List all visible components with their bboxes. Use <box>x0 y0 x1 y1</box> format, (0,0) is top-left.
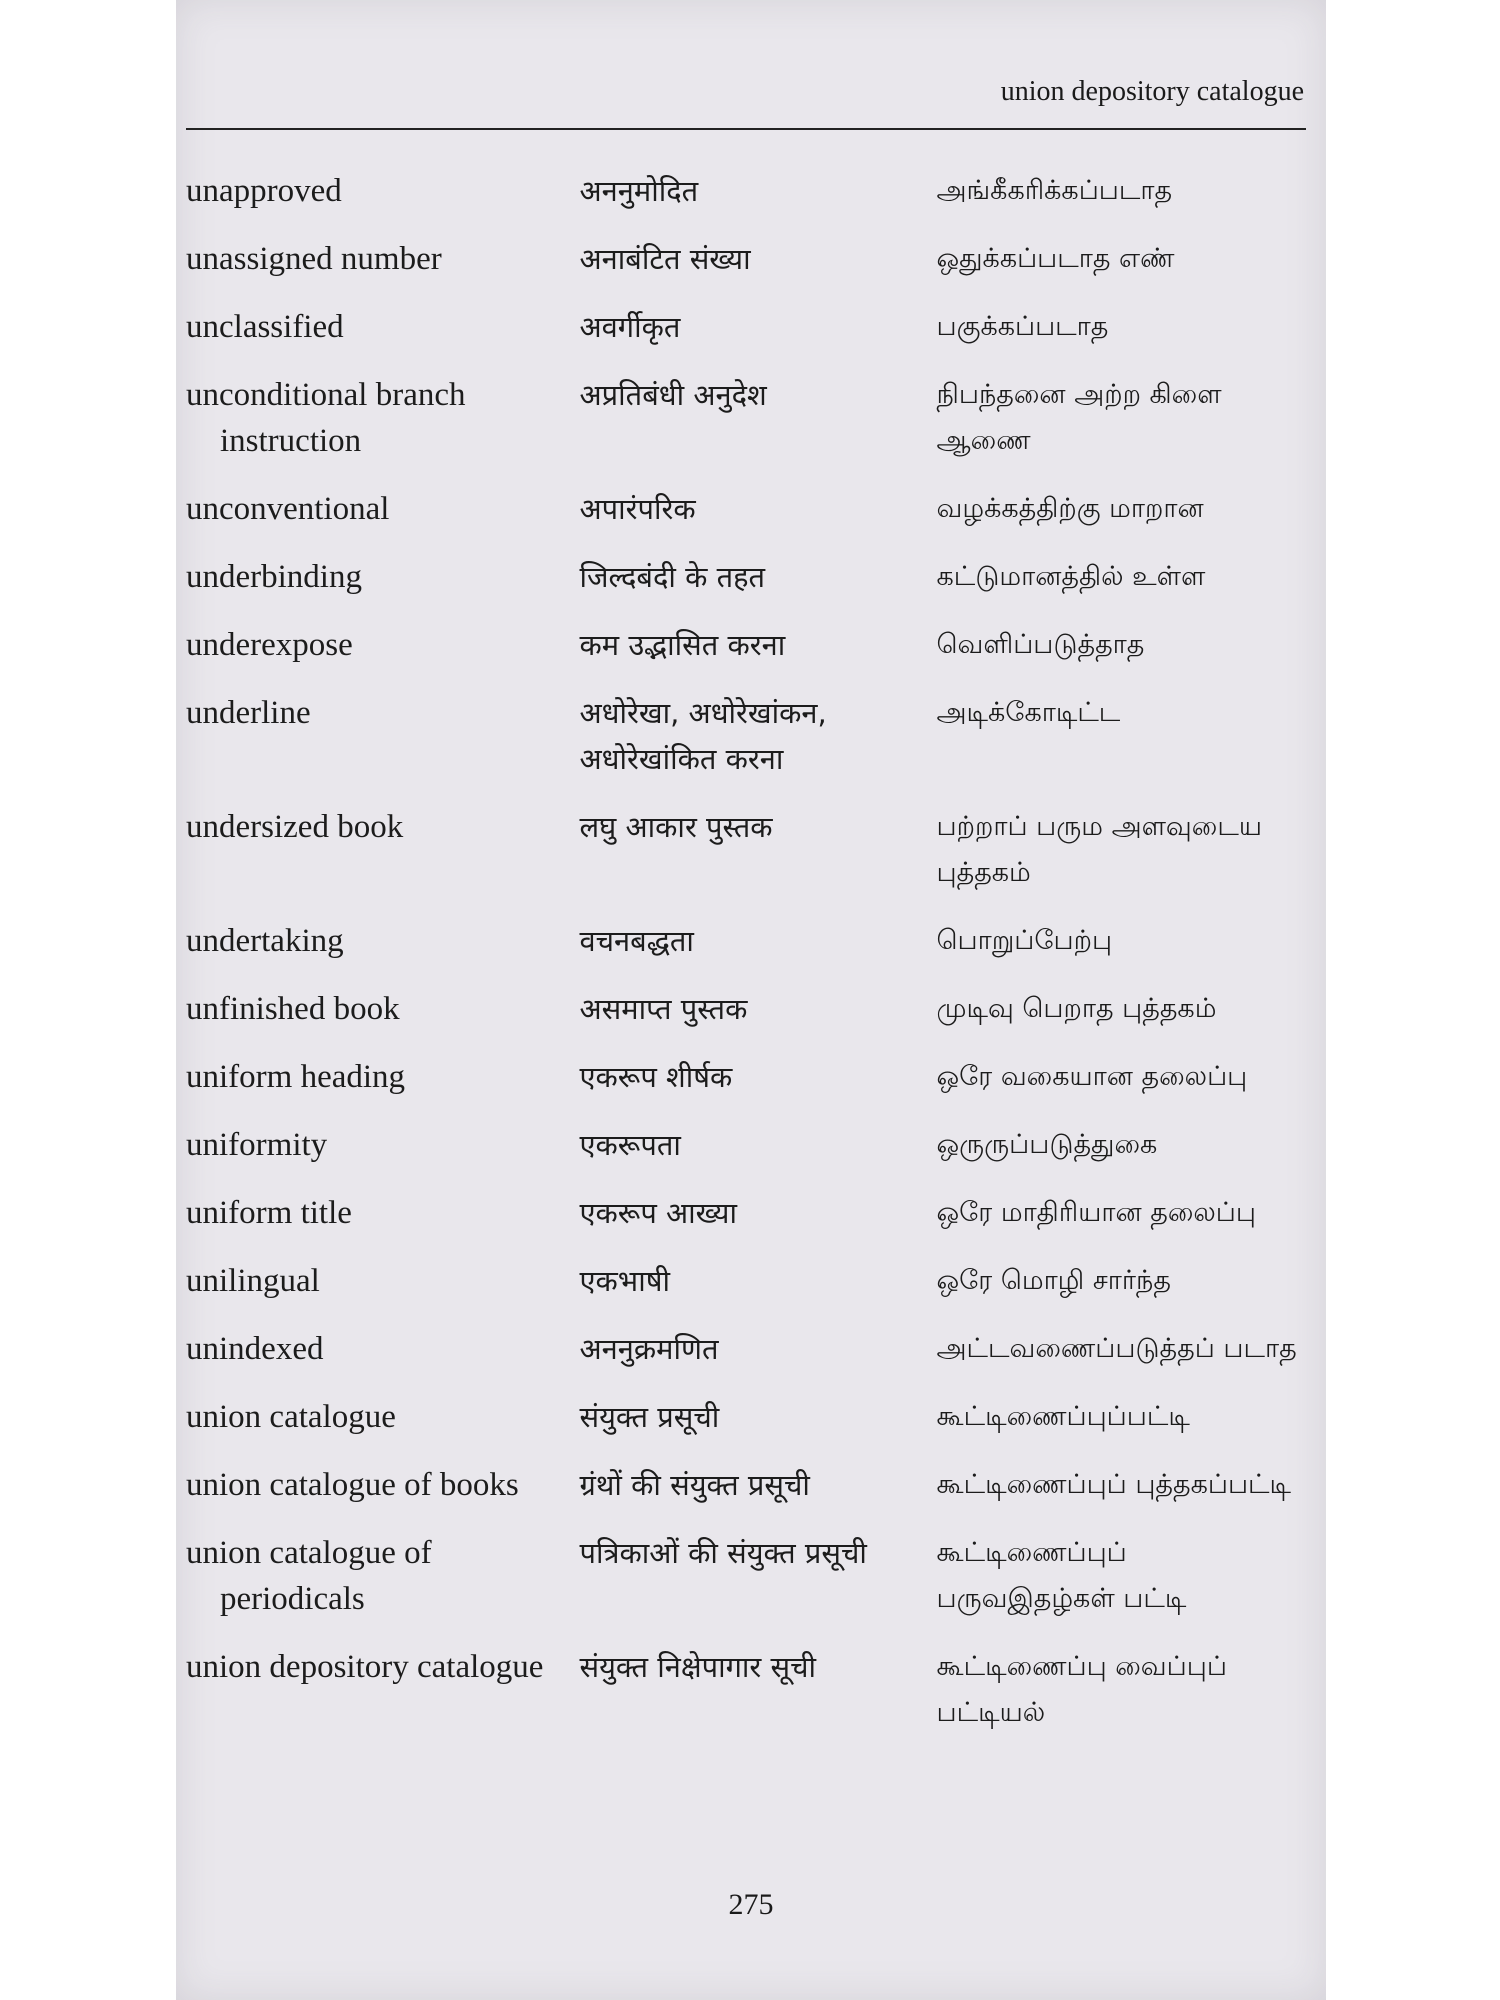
entry <box>186 1054 1311 1100</box>
hindi-term: अननुमोदित <box>579 174 699 208</box>
header-rule <box>186 128 1306 130</box>
tamil-term: ஒரே வகையான தலைப்பு <box>936 1061 1248 1092</box>
tamil-term: கட்டுமானத்தில் உள்ள <box>936 561 1206 592</box>
entry-list <box>186 168 1311 1758</box>
tamil-term: கூட்டிணைப்புப்பட்டி <box>936 1401 1190 1432</box>
hindi-term: संयुक्त प्रसूची <box>579 1400 720 1434</box>
english-term: unilingual <box>186 1263 320 1299</box>
entry <box>186 1644 1311 1736</box>
entry <box>186 1530 1311 1622</box>
hindi-term: जिल्दबंदी के तहत <box>579 560 766 594</box>
tamil-term: வழக்கத்திற்கு மாறான <box>936 493 1204 524</box>
hindi-term: एकरूप शीर्षक <box>579 1060 733 1094</box>
hindi-term: लघु आकार पुस्तक <box>579 810 773 844</box>
entry <box>186 486 1311 532</box>
tamil-term: ஒரே மாதிரியான தலைப்பு <box>936 1197 1256 1228</box>
english-term: union depository catalogue <box>186 1649 544 1685</box>
entry <box>186 1462 1311 1508</box>
tamil-term: நிபந்தனை அற்ற கிளை ஆணை <box>936 379 1222 456</box>
running-head: union depository catalogue <box>1000 76 1304 107</box>
entry <box>186 372 1311 464</box>
entry <box>186 918 1311 964</box>
tamil-term: ஒரே மொழி சார்ந்த <box>936 1265 1171 1296</box>
entry <box>186 986 1311 1032</box>
entry <box>186 304 1311 350</box>
hindi-term: एकरूप आख्या <box>579 1196 737 1230</box>
hindi-term: असमाप्त पुस्तक <box>579 992 748 1026</box>
tamil-term: பகுக்கப்படாத <box>936 311 1109 342</box>
english-term: unconventional <box>186 491 390 527</box>
english-term: underline <box>186 695 311 731</box>
tamil-term: ஒருருப்படுத்துகை <box>936 1129 1158 1160</box>
dictionary-page <box>176 0 1326 2000</box>
tamil-term: பற்றாப் பரும அளவுடைய புத்தகம் <box>936 811 1262 888</box>
tamil-term: அட்டவணைப்படுத்தப் படாத <box>936 1333 1297 1364</box>
hindi-term: एकभाषी <box>579 1264 670 1298</box>
tamil-term: பொறுப்பேற்பு <box>936 925 1113 956</box>
hindi-term: अननुक्रमणित <box>579 1332 719 1366</box>
english-term: union catalogue <box>186 1399 396 1435</box>
tamil-term: கூட்டிணைப்புப் பருவஇதழ்கள் பட்டி <box>936 1537 1187 1614</box>
tamil-term: ஒதுக்கப்படாத எண் <box>936 243 1175 274</box>
entry <box>186 236 1311 282</box>
entry <box>186 690 1311 782</box>
entry <box>186 622 1311 668</box>
tamil-term: முடிவு பெறாத புத்தகம் <box>936 993 1217 1024</box>
english-term: unassigned number <box>186 241 442 277</box>
hindi-term: वचनबद्धता <box>579 924 694 958</box>
entry <box>186 1122 1311 1168</box>
english-term: union catalogue of books <box>186 1467 519 1503</box>
entry <box>186 1394 1311 1440</box>
hindi-term: अवर्गीकृत <box>579 310 681 344</box>
english-term: uniform heading <box>186 1059 406 1095</box>
hindi-term: ग्रंथों की संयुक्त प्रसूची <box>579 1468 810 1502</box>
english-term: uniformity <box>186 1127 328 1163</box>
english-term: undertaking <box>186 923 344 959</box>
entry <box>186 168 1311 214</box>
english-term: unindexed <box>186 1331 324 1367</box>
hindi-term: कम उद्भासित करना <box>579 628 786 662</box>
english-term: undersized book <box>186 809 404 845</box>
entry <box>186 1258 1311 1304</box>
hindi-term: पत्रिकाओं की संयुक्त प्रसूची <box>579 1536 867 1570</box>
english-term: underbinding <box>186 559 362 595</box>
english-term: unconditional branch instruction <box>186 377 466 459</box>
english-term: underexpose <box>186 627 353 663</box>
tamil-term: அங்கீகரிக்கப்படாத <box>936 175 1173 206</box>
entry <box>186 804 1311 896</box>
tamil-term: கூட்டிணைப்புப் புத்தகப்பட்டி <box>936 1469 1292 1500</box>
hindi-term: संयुक्त निक्षेपागार सूची <box>579 1650 817 1684</box>
page-number: 275 <box>728 1888 774 1921</box>
entry <box>186 1190 1311 1236</box>
english-term: union catalogue of periodicals <box>186 1535 432 1617</box>
english-term: unclassified <box>186 309 344 345</box>
hindi-term: एकरूपता <box>579 1128 681 1162</box>
hindi-term: अप्रतिबंधी अनुदेश <box>579 378 767 412</box>
tamil-term: கூட்டிணைப்பு வைப்புப் பட்டியல் <box>936 1651 1227 1728</box>
english-term: uniform title <box>186 1195 352 1231</box>
english-term: unapproved <box>186 173 342 209</box>
entry <box>186 1326 1311 1372</box>
tamil-term: வெளிப்படுத்தாத <box>936 629 1145 660</box>
english-term: unfinished book <box>186 991 400 1027</box>
tamil-term: அடிக்கோடிட்ட <box>936 697 1121 728</box>
hindi-term: अधोरेखा, अधोरेखांकन, अधोरेखांकित करना <box>579 696 827 776</box>
hindi-term: अनाबंटित संख्या <box>579 242 751 276</box>
hindi-term: अपारंपरिक <box>579 492 696 526</box>
entry <box>186 554 1311 600</box>
